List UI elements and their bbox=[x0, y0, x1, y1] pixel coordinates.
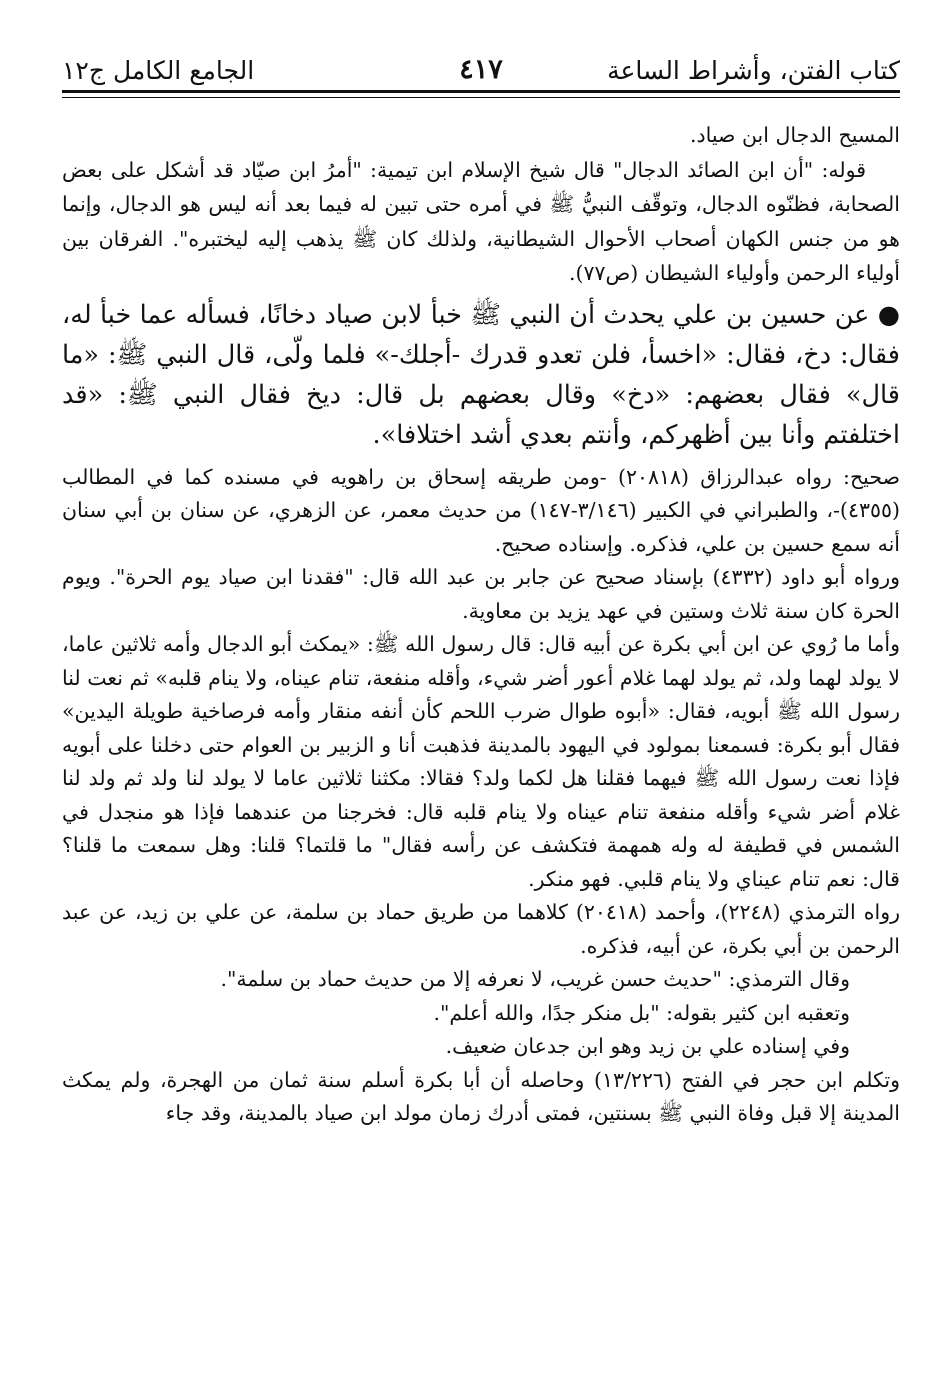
page-number: ٤١٧ bbox=[459, 54, 503, 85]
page-header bbox=[62, 50, 900, 90]
paragraph: ورواه أبو داود (٤٣٣٢) بإسناد صحيح عن جابر بن عبد الله قال: "فقدنا ابن صياد يوم الحرة". ويوم الحرة كان سنة ثلاث وستين في عهد يزيد بن معاوية. bbox=[62, 565, 900, 623]
paragraph: المسيح الدجال ابن صياد. bbox=[689, 123, 900, 147]
paragraph: وتكلم ابن حجر في الفتح (١٣/٢٢٦) وحاصله أن أبا بكرة أسلم سنة ثمان من الهجرة، ولم يمكث المدينة إلا قبل وفاة النبي ﷺ بسنتين، فمتى أدرك زمان مولد ابن صياد بالمدينة، وقد جاء bbox=[62, 1067, 900, 1125]
page-body bbox=[62, 118, 900, 1131]
book-title: الجامع الكامل ج١٢ bbox=[62, 56, 255, 85]
paragraph: وتعقبه ابن كثير بقوله: "بل منكر جدًا، والله أعلم". bbox=[433, 1000, 850, 1025]
paragraph: وأما ما رُوي عن ابن أبي بكرة عن أبيه قال: قال رسول الله ﷺ: «يمكث أبو الدجال وأمه ثلاثين عاما، لا يولد لهما ولد، ثم يولد لهما غلام أعور أضر شيء، وأقله منفعة، تنام عيناه، ولا ينام قلبه» ثم نعت لنا رسول الله ﷺ أبويه، فقال: «أبوه طوال ضرب اللحم كأن أنفه منقار وأمه فرصاخية طويلة اليدين» فقال أبو بكرة: فسمعنا بمولود في اليهود بالمدينة فذهبت أنا و الزبير بن العوام حتى دخلنا على أبويه فإذا نعت رسول الله ﷺ فيهما فقلنا هل لكما ولد؟ فقالا: مكثنا ثلاثين عاما لا يولد لنا ولد ثم ولد لنا غلام أضر شيء وأقله منفعة تنام عيناه ولا ينام قلبه قال: فخرجنا من عندهما فإذا هو منجدل في الشمس في قطيفة له وله همهمة فتكشف عن رأسه فقال" ما قلتما؟ قلنا: وهل سمعت ما قلنا؟ قال: نعم تنام عيناي ولا ينام قلبي. فهو منكر. bbox=[62, 632, 900, 891]
commentary-block bbox=[62, 118, 900, 291]
chapter-title: كتاب الفتن، وأشراط الساعة bbox=[607, 56, 900, 85]
paragraph: ● عن حسين بن علي يحدث أن النبي ﷺ خبأ لابن صياد دخانًا، فسأله عما خبأ له، فقال: دخ، فقال: «اخسأ، فلن تعدو قدرك -أجلك-» فلما ولّى، قال النبي ﷺ: «ما قال» فقال بعضهم: «دخ» وقال بعضهم بل قال: ديخ فقال النبي ﷺ: «قد اختلفتم وأنا بين أظهركم، وأنتم بعدي أشد اختلافا». bbox=[62, 299, 900, 450]
paragraph: صحيح: رواه عبدالرزاق (٢٠٨١٨) -ومن طريقه إسحاق بن راهويه في مسنده كما في المطالب (٤٣٥٥)-، والطبراني في الكبير (٣/١٤٦-١٤٧) من حديث معمر، عن الزهري، عن سنان بن أبي سنان أنه سمع حسين بن علي، فذكره. وإسناده صحيح. bbox=[62, 464, 900, 556]
header-rule-thick bbox=[62, 90, 900, 93]
paragraph: قوله: "أن ابن الصائد الدجال" قال شيخ الإسلام ابن تيمية: "أمرُ ابن صيّاد قد أشكل على بعض الصحابة، فظنّوه الدجال، وتوقّف النبيُّ ﷺ في أمره حتى تبين له فيما بعد أنه ليس هو الدجال، وإنما هو من جنس الكهان أصحاب الأحوال الشيطانية، ولذلك كان ﷺ يذهب إليه ليختبره". الفرقان بين أولياء الرحمن وأولياء الشيطان (ص٧٧). bbox=[62, 157, 900, 285]
header-rule-thin bbox=[62, 97, 900, 98]
hadith-text bbox=[62, 295, 900, 455]
paragraph: وفي إسناده علي بن زيد وهو ابن جدعان ضعيف. bbox=[445, 1034, 850, 1058]
paragraph: رواه الترمذي (٢٢٤٨)، وأحمد (٢٠٤١٨) كلاهما من طريق حماد بن سلمة، عن علي بن زيد، عن عبد الرحمن بن أبي بكرة، عن أبيه، فذكره. bbox=[62, 900, 900, 958]
notes-block bbox=[62, 461, 900, 1131]
paragraph: وقال الترمذي: "حديث حسن غريب، لا نعرفه إلا من حديث حماد بن سلمة". bbox=[220, 967, 850, 991]
